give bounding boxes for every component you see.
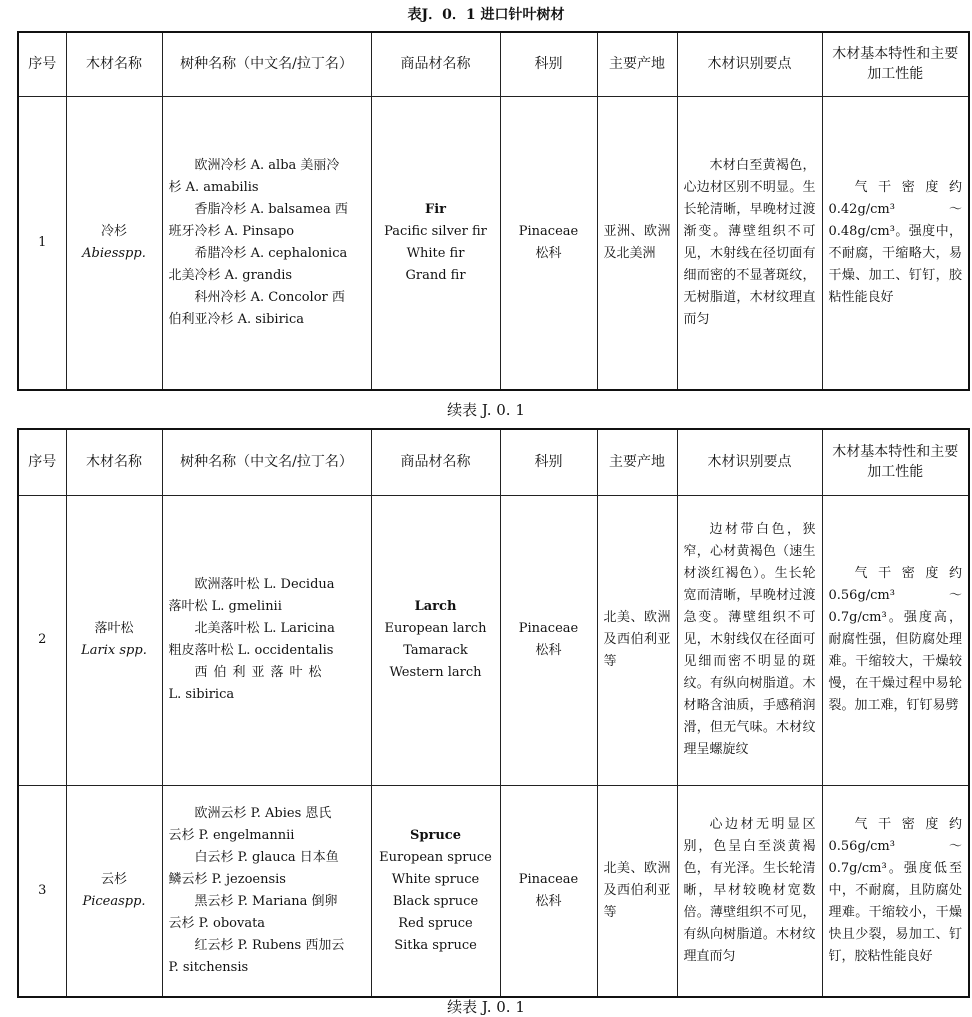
species-line: 云杉 P. obovata bbox=[168, 915, 266, 931]
species-line: 西伯利亚落叶松 bbox=[194, 665, 328, 680]
table-row bbox=[18, 785, 969, 997]
wood-name-cell bbox=[66, 785, 162, 997]
header-trade: 商品材名称 bbox=[371, 32, 500, 96]
species-line: P. sitchensis bbox=[168, 959, 249, 975]
header-family: 科别 bbox=[500, 32, 597, 96]
trade-title: Larch bbox=[414, 599, 457, 614]
ident-cell: 心边材无明显区别，色呈白至淡黄褐色，有光泽。生长轮清晰，早材较晚材宽数倍。薄壁组织不可见，有纵向树脂道。木材纹理直而匀 bbox=[677, 785, 822, 997]
species-line: 粗皮落叶松 L. occidentalis bbox=[168, 643, 334, 658]
wood-name-latin: Abiesspp. bbox=[82, 245, 146, 261]
table-part-1 bbox=[17, 31, 970, 391]
header-wood-name: 木材名称 bbox=[66, 32, 162, 96]
species-line: 欧洲落叶松 L. Decidua bbox=[194, 577, 335, 592]
header-origin: 主要产地 bbox=[597, 32, 677, 96]
header-props: 木材基本特性和主要加工性能 bbox=[822, 32, 969, 96]
row-no: 1 bbox=[18, 96, 66, 390]
props-cell: 气干密度约0.56g/cm³～0.7g/cm³。强度低至中，不耐腐，且防腐处理难。干缩较小，干燥快且少裂，易加工、钉钉，胶粘性能良好 bbox=[822, 785, 969, 997]
ident-cell: 木材白至黄褐色，心边材区别不明显。生长轮清晰，早晚材过渡渐变。薄壁组织不可见，木射线在径切面有细而密的不显著斑纹，无树脂道，木材纹理直而匀 bbox=[677, 96, 822, 390]
family-latin: Pinaceae bbox=[518, 621, 579, 636]
table-row bbox=[18, 96, 969, 390]
trade-cell bbox=[371, 495, 500, 785]
wood-name-cell bbox=[66, 495, 162, 785]
wood-name-cell bbox=[66, 96, 162, 390]
trade-name: Black spruce bbox=[392, 893, 479, 909]
species-line: 伯利亚冷杉 A. sibirica bbox=[168, 311, 304, 327]
ident-cell: 边材带白色，狭窄，心材黄褐色（速生材淡红褐色）。生长轮宽而清晰，早晚材过渡急变。薄壁组织不可见，木射线仅在径面可见细而密不明显的斑纹。有纵向树脂道。木材略含油质，手感稍润滑，但无气味。木材纹理呈螺旋纹 bbox=[677, 495, 822, 785]
wood-name-latin: Piceaspp. bbox=[82, 893, 146, 909]
header-ident: 木材识别要点 bbox=[677, 32, 822, 96]
family-cn: 松科 bbox=[535, 893, 562, 909]
species-line: 杉 A. amabilis bbox=[168, 179, 259, 195]
origin-cell: 北美、欧洲及西伯利亚等 bbox=[597, 495, 677, 785]
species-line: 鳞云杉 P. jezoensis bbox=[168, 871, 286, 887]
species-line: 欧洲云杉 P. Abies 恩氏 bbox=[194, 805, 332, 821]
species-cell bbox=[162, 785, 371, 997]
header-no: 序号 bbox=[18, 429, 66, 495]
header-family: 科别 bbox=[500, 429, 597, 495]
trade-name: European larch bbox=[384, 621, 487, 636]
species-line: 黑云杉 P. Mariana 倒卵 bbox=[194, 893, 338, 909]
continued-caption: 续表 J. 0. 1 bbox=[447, 401, 525, 419]
species-line: 香脂冷杉 A. balsamea 西 bbox=[194, 201, 348, 217]
trade-title: Spruce bbox=[410, 827, 461, 843]
family-cn: 松科 bbox=[535, 643, 562, 658]
header-origin: 主要产地 bbox=[597, 429, 677, 495]
species-line: L. sibirica bbox=[168, 687, 235, 702]
trade-name: White spruce bbox=[391, 871, 480, 887]
species-line: 科州冷杉 A. Concolor 西 bbox=[194, 289, 345, 305]
trade-cell bbox=[371, 96, 500, 390]
species-line: 白云杉 P. glauca 日本鱼 bbox=[194, 849, 339, 865]
species-line: 北美落叶松 L. Laricina bbox=[194, 621, 335, 636]
header-species: 树种名称（中文名/拉丁名） bbox=[162, 429, 371, 495]
trade-name: Red spruce bbox=[398, 915, 473, 931]
wood-name-cn: 落叶松 bbox=[94, 621, 134, 636]
header-trade: 商品材名称 bbox=[371, 429, 500, 495]
species-line: 红云杉 P. Rubens 西加云 bbox=[194, 937, 345, 953]
family-cell bbox=[500, 785, 597, 997]
trade-name: European spruce bbox=[379, 849, 492, 865]
table-title: 表J．0．1 进口针叶树材 bbox=[407, 7, 565, 23]
props-cell: 气干密度约0.56g/cm³～0.7g/cm³。强度高，耐腐性强，但防腐处理难。干缩较大，干燥较慢，在干燥过程中易轮裂。加工难，钉钉易劈 bbox=[822, 495, 969, 785]
row-no: 2 bbox=[18, 495, 66, 785]
header-ident: 木材识别要点 bbox=[677, 429, 822, 495]
header-wood-name: 木材名称 bbox=[66, 429, 162, 495]
species-line: 希腊冷杉 A. cephalonica bbox=[194, 245, 348, 261]
trade-name: Sitka spruce bbox=[394, 937, 477, 953]
origin-cell: 亚洲、欧洲及北美洲 bbox=[597, 96, 677, 390]
species-line: 云杉 P. engelmannii bbox=[168, 827, 295, 843]
species-line: 北美冷杉 A. grandis bbox=[168, 267, 293, 283]
header-no: 序号 bbox=[18, 32, 66, 96]
trade-name: Western larch bbox=[389, 665, 482, 680]
wood-name-cn: 冷杉 bbox=[100, 223, 127, 239]
table-part-2 bbox=[17, 428, 970, 998]
trade-name: Grand fir bbox=[405, 267, 466, 283]
species-line: 欧洲冷杉 A. alba 美丽冷 bbox=[194, 157, 340, 173]
family-cell bbox=[500, 495, 597, 785]
table-row bbox=[18, 495, 969, 785]
species-line: 落叶松 L. gmelinii bbox=[168, 599, 282, 614]
bottom-partial-caption: 续表 J. 0. 1 bbox=[447, 998, 525, 1016]
family-cn: 松科 bbox=[535, 245, 562, 261]
trade-title: Fir bbox=[424, 201, 447, 217]
wood-name-latin: Larix spp. bbox=[81, 643, 147, 658]
trade-name: Pacific silver fir bbox=[384, 223, 487, 239]
trade-name: Tamarack bbox=[403, 643, 468, 658]
props-cell: 气干密度约0.42g/cm³～0.48g/cm³。强度中，不耐腐，干缩略大，易干燥、加工、钉钉，胶粘性能良好 bbox=[822, 96, 969, 390]
header-species: 树种名称（中文名/拉丁名） bbox=[162, 32, 371, 96]
family-latin: Pinaceae bbox=[518, 223, 579, 239]
family-cell bbox=[500, 96, 597, 390]
species-cell bbox=[162, 495, 371, 785]
row-no: 3 bbox=[18, 785, 66, 997]
family-latin: Pinaceae bbox=[518, 871, 579, 887]
origin-cell: 北美、欧洲及西伯利亚等 bbox=[597, 785, 677, 997]
wood-name-cn: 云杉 bbox=[100, 871, 127, 887]
species-line: 班牙冷杉 A. Pinsapo bbox=[168, 223, 295, 239]
header-props: 木材基本特性和主要加工性能 bbox=[822, 429, 969, 495]
trade-cell bbox=[371, 785, 500, 997]
trade-name: White fir bbox=[406, 245, 465, 261]
species-cell bbox=[162, 96, 371, 390]
